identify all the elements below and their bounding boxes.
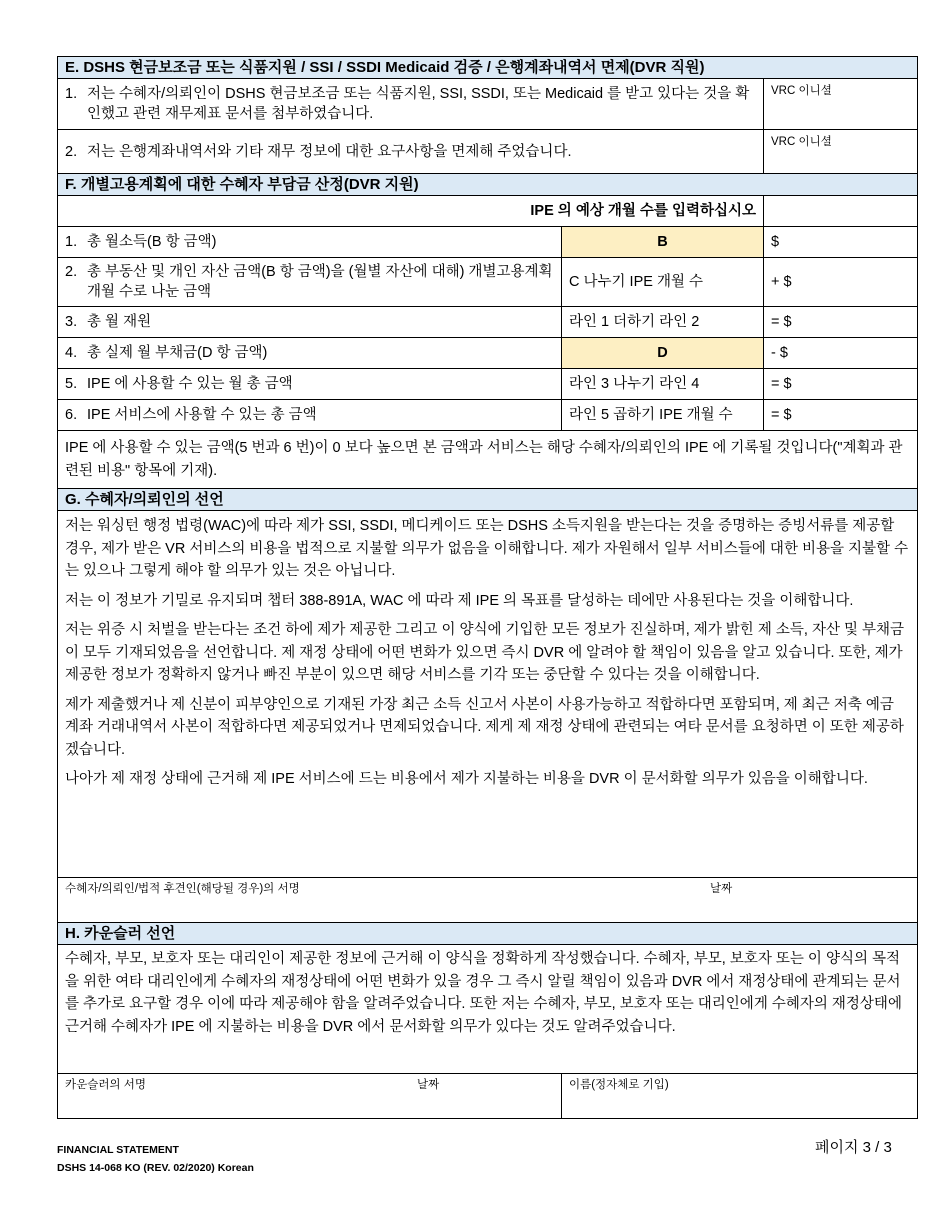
vrc-initial-field-1[interactable] — [764, 79, 918, 130]
form-title: FINANCIAL STATEMENT — [57, 1144, 179, 1156]
line-number: 5. — [65, 376, 78, 392]
counselor-date-label: 날짜 — [417, 1079, 440, 1091]
line-text: IPE 에 사용할 수 있는 월 총 금액 — [87, 376, 293, 392]
line-text: 총 월소득(B 항 금액) — [87, 234, 217, 250]
line-text: 총 월 재원 — [87, 314, 152, 330]
counselor-signature-field[interactable] — [58, 1074, 562, 1119]
line-1-label — [58, 227, 562, 258]
item-number: 1. — [65, 86, 78, 102]
line-number: 2. — [65, 264, 78, 280]
counselor-name-field[interactable] — [562, 1074, 918, 1119]
line-4-calc: D — [562, 338, 764, 369]
form-number: DSHS 14-068 KO (REV. 02/2020) Korean — [57, 1162, 254, 1174]
line-6-calc: 라인 5 곱하기 IPE 개월 수 — [562, 400, 764, 431]
line-number: 4. — [65, 345, 78, 361]
ipe-months-prompt: IPE 의 예상 개월 수를 입력하십시오 — [58, 196, 764, 227]
line-2-calc: C 나누기 IPE 개월 수 — [562, 258, 764, 307]
section-e-item-2 — [58, 130, 764, 174]
vrc-initial-label: VRC 이니셜 — [771, 85, 832, 97]
line-2-amount-field[interactable]: + $ — [764, 258, 918, 307]
declaration-paragraph: 저는 위증 시 처벌을 받는다는 조건 하에 제가 제공한 그리고 이 양식에 기입한 모든 정보가 진실하며, 제가 밝힌 제 소득, 자산 및 부채금이 모두 기재되었음을 선언합니다. 제 재정 상태에 어떤 변화가 있으면 즉시 DVR 에 알려야 할 책임이 있음을 알고 있습니다. 또한, 제가 제공한 정보가 정확하지 않거나 빠진 부분이 있으면 해당 서비스를 기각 또는 중단할 수 있다는 것을 이해합니다. — [65, 622, 905, 683]
vrc-initial-field-2[interactable] — [764, 130, 918, 174]
ipe-months-input[interactable] — [764, 196, 918, 227]
form-table — [57, 56, 918, 1119]
line-text: 총 실제 월 부채금(D 항 금액) — [87, 345, 268, 361]
section-h-title: H. 카운슬러 선언 — [58, 923, 918, 945]
note-text: IPE 에 사용할 수 있는 금액(5 번과 6 번)이 0 보다 높으면 본 금액과 서비스는 해당 수혜자/의뢰인의 IPE 에 기록될 것입니다("계획과 관련된 비용" 항목에 기재). — [65, 440, 903, 479]
item-number: 2. — [65, 143, 78, 160]
line-3-label — [58, 307, 562, 338]
line-number: 6. — [65, 407, 78, 423]
line-5-label — [58, 369, 562, 400]
recipient-signature-label: 수혜자/의뢰인/법적 후견인(해당될 경우)의 서명 — [65, 883, 300, 895]
section-g-title: G. 수혜자/의뢰인의 선언 — [58, 489, 918, 511]
recipient-date-label: 날짜 — [710, 883, 733, 895]
line-4-amount-field[interactable]: - $ — [764, 338, 918, 369]
section-e-item-1 — [58, 79, 764, 130]
counselor-name-label: 이름(정자체로 기입) — [569, 1079, 669, 1091]
section-g-body — [58, 511, 918, 878]
line-number: 1. — [65, 234, 78, 250]
section-f-note — [58, 431, 918, 489]
line-6-label — [58, 400, 562, 431]
line-2-label — [58, 258, 562, 307]
line-number: 3. — [65, 314, 78, 330]
line-1-amount-field[interactable]: $ — [764, 227, 918, 258]
declaration-paragraph: 나아가 제 재정 상태에 근거해 제 IPE 서비스에 드는 비용에서 제가 지불하는 비용을 DVR 이 문서화할 의무가 있음을 이해합니다. — [65, 771, 868, 787]
line-4-label — [58, 338, 562, 369]
line-3-amount-field[interactable]: = $ — [764, 307, 918, 338]
line-6-amount-field[interactable]: = $ — [764, 400, 918, 431]
page-number: 페이지 3 / 3 — [815, 1139, 892, 1156]
line-5-calc: 라인 3 나누기 라인 4 — [562, 369, 764, 400]
form-footer — [57, 1141, 254, 1177]
line-text: 총 부동산 및 개인 자산 금액(B 항 금액)을 (월별 자산에 대해) 개별고용계획 개월 수로 나눈 금액 — [87, 264, 553, 300]
line-text: IPE 서비스에 사용할 수 있는 총 금액 — [87, 407, 317, 423]
counselor-signature-label: 카운슬러의 서명 — [65, 1079, 146, 1091]
line-5-amount-field[interactable]: = $ — [764, 369, 918, 400]
item-text: 저는 은행계좌내역서와 기타 재무 정보에 대한 요구사항을 면제해 주었습니다. — [87, 143, 572, 160]
financial-statement-form — [57, 56, 917, 1119]
section-f-title: F. 개별고용계획에 대한 수혜자 부담금 산정(DVR 지원) — [58, 174, 918, 196]
declaration-paragraph: 저는 이 정보가 기밀로 유지되며 챕터 388-891A, WAC 에 따라 제 IPE 의 목표를 달성하는 데에만 사용된다는 것을 이해합니다. — [65, 592, 854, 609]
vrc-initial-label: VRC 이니셜 — [771, 136, 832, 148]
recipient-signature-field[interactable] — [58, 878, 918, 923]
declaration-paragraph: 저는 워싱턴 행정 법령(WAC)에 따라 제가 SSI, SSDI, 메디케이드 또는 DSHS 소득지원을 받는다는 것을 증명하는 증빙서류를 제공할 경우, 제가 받은 VR 서비스의 비용을 법적으로 지불할 의무가 없음을 이해합니다. 제가 자원해서 일부 서비스들에 대한 비용을 지불할 수는 있으나 그렇게 해야 할 의무가 있는 것은 아닙니다. — [65, 518, 909, 579]
counselor-declaration-paragraph: 수혜자, 부모, 보호자 또는 대리인이 제공한 정보에 근거해 이 양식을 정확하게 작성했습니다. 수혜자, 부모, 보호자 또는 이 양식의 목적을 위한 여타 대리인에게 수혜자의 재정상태에 어떤 변화가 있을 경우 그 즉시 알릴 책임이 있음과 DVR 에서 재정상태에 관계되는 문서를 추가로 요구할 경우 이에 따라 제공해야 함을 알려주었습니다. 또한 저는 수혜자, 부모, 보호자 또는 대리인에게 수혜자의 재정상태에 근거해 수혜자가 IPE 에 지불하는 비용을 DVR 에서 문서화할 의무가 있다는 것도 알려주었습니다. — [65, 951, 902, 1035]
item-text: 저는 수혜자/의뢰인이 DSHS 현금보조금 또는 식품지원, SSI, SSDI, 또는 Medicaid 를 받고 있다는 것을 확인했고 관련 재무제표 문서를 첨부하였습니다. — [87, 86, 750, 122]
line-1-calc: B — [562, 227, 764, 258]
section-e-title: E. DSHS 현금보조금 또는 식품지원 / SSI / SSDI Medicaid 검증 / 은행계좌내역서 면제(DVR 직원) — [58, 57, 918, 79]
section-h-body — [58, 945, 918, 1074]
declaration-paragraph: 제가 제출했거나 제 신분이 피부양인으로 기재된 가장 최근 소득 신고서 사본이 사용가능하고 적합하다면 포함되며, 제 최근 저축 예금 계좌 거래내역서 사본이 적합하다면 제공되었거나 면제되었습니다. 제게 제 재정 상태에 관련되는 여타 문서를 요청하면 이 또한 제공하겠습니다. — [65, 696, 904, 758]
line-3-calc: 라인 1 더하기 라인 2 — [562, 307, 764, 338]
